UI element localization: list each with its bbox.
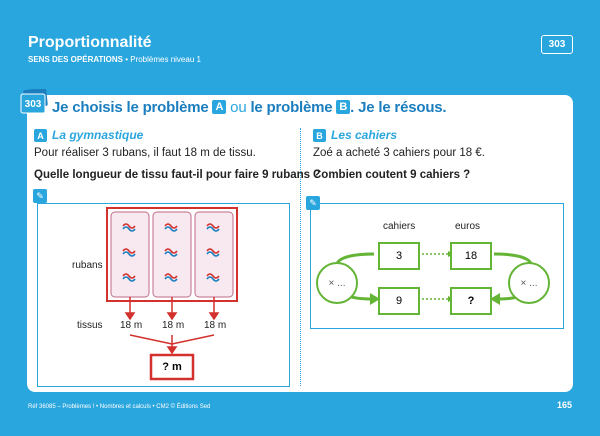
col-cahiers: cahiers bbox=[383, 221, 416, 232]
arrow-head bbox=[168, 347, 176, 353]
box-a: A bbox=[212, 100, 226, 114]
arrow-head bbox=[126, 313, 134, 319]
problem-a-letter: A bbox=[34, 129, 47, 142]
problem-b-question: Combien coutent 9 cahiers ? bbox=[313, 169, 471, 181]
heading-ou: ou bbox=[226, 99, 251, 116]
measure-3: 18 m bbox=[204, 320, 227, 331]
problem-a-title: La gymnastique bbox=[52, 128, 144, 142]
multiplier-left: × ... bbox=[316, 262, 358, 304]
cell-euros-18: 18 bbox=[450, 242, 492, 270]
problem-b-title: Les cahiers bbox=[331, 128, 398, 142]
exercise-number-icon bbox=[20, 89, 48, 115]
multiplier-right: × ... bbox=[508, 262, 550, 304]
footer-text: Réf 36085 – Problèmes ! • Nombres et calculs • CM2 © Éditions Sed bbox=[28, 404, 211, 410]
page-title: Proportionnalité bbox=[28, 34, 152, 51]
arrow-line bbox=[130, 335, 172, 344]
cell-cahiers-9: 9 bbox=[378, 287, 420, 315]
box-b: B bbox=[336, 100, 350, 114]
exercise-number: 303 bbox=[24, 99, 42, 110]
label-tissus: tissus bbox=[77, 320, 103, 331]
heading-part1: Je choisis le problème bbox=[52, 99, 213, 116]
problem-a-question: Quelle longueur de tissu faut-il pour faire 9 rubans ? bbox=[34, 169, 321, 181]
problem-b-statement: Zoé a acheté 3 cahiers pour 18 €. bbox=[313, 147, 485, 159]
answer-value: ? m bbox=[162, 361, 182, 373]
heading-part2: le problème bbox=[250, 99, 337, 116]
page-subtitle bbox=[28, 55, 201, 64]
subtitle-rest: • Problèmes niveau 1 bbox=[122, 55, 201, 64]
cell-euros-unknown: ? bbox=[450, 287, 492, 315]
problem-a-statement: Pour réaliser 3 rubans, il faut 18 m de tissu. bbox=[34, 147, 256, 159]
label-rubans: rubans bbox=[72, 260, 103, 271]
number-badge: 303 bbox=[541, 35, 573, 54]
arrow-head bbox=[210, 313, 218, 319]
page-number: 165 bbox=[556, 400, 572, 410]
exercise-heading bbox=[52, 99, 446, 116]
thumb-icon: ✎ bbox=[306, 196, 320, 210]
subtitle-bold: SENS DES OPÉRATIONS bbox=[28, 55, 123, 64]
arrow-head bbox=[168, 313, 176, 319]
heading-part3: . Je le résous. bbox=[350, 99, 447, 116]
thumb-icon: ✎ bbox=[33, 189, 47, 203]
measure-1: 18 m bbox=[120, 320, 143, 331]
arrow-line bbox=[172, 335, 214, 344]
cell-cahiers-3: 3 bbox=[378, 242, 420, 270]
col-euros: euros bbox=[455, 221, 481, 232]
divider bbox=[300, 128, 301, 386]
problem-b-letter: B bbox=[313, 129, 326, 142]
measure-2: 18 m bbox=[162, 320, 185, 331]
